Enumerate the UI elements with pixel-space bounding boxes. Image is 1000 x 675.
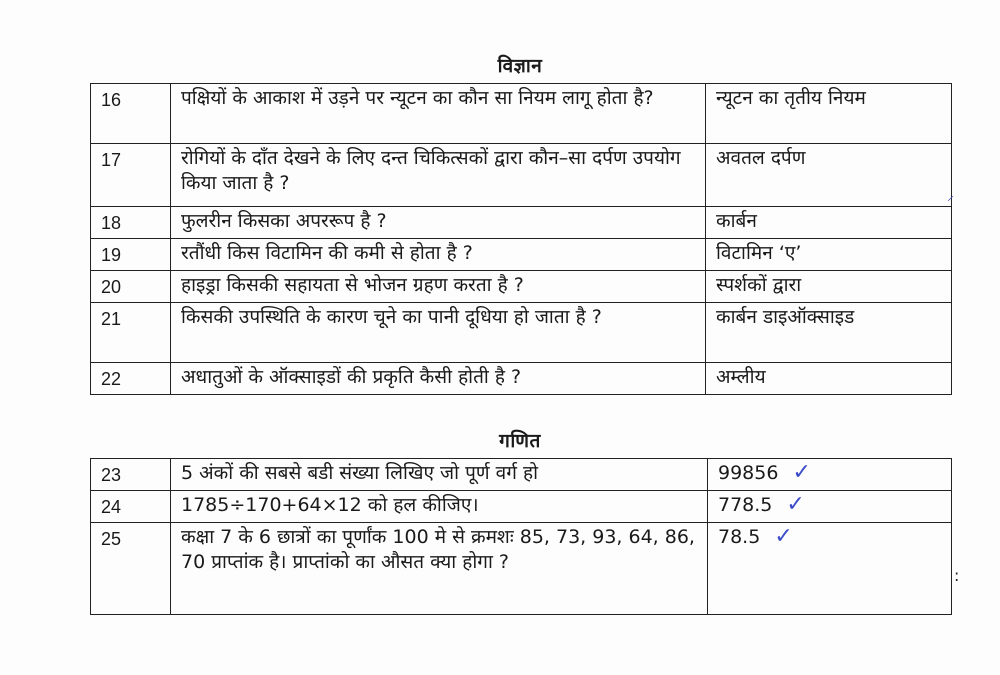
checkmark-icon: ✓ <box>792 460 811 485</box>
answer-text: 778.5 <box>718 494 773 516</box>
table-row <box>91 271 952 303</box>
section-title-science: विज्ञान <box>497 55 543 77</box>
answer-text: स्पर्शकों द्वारा <box>706 271 952 303</box>
question-number: 24 <box>91 491 171 523</box>
answer-cell <box>708 491 952 523</box>
checkmark-icon: ✓ <box>786 492 805 517</box>
table-row <box>91 84 952 144</box>
pen-mark-icon: ⸝ <box>947 188 954 204</box>
answer-text: न्यूटन का तृतीय नियम <box>706 84 952 144</box>
question-number: 22 <box>91 363 171 395</box>
table-row <box>91 491 952 523</box>
question-number: 25 <box>91 523 171 615</box>
question-text: पक्षियों के आकाश में उड़ने पर न्यूटन का कौन सा नियम लागू होता है? <box>171 84 706 144</box>
question-number: 16 <box>91 84 171 144</box>
question-text: किसकी उपस्थिति के कारण चूने का पानी दूधिया हो जाता है ? <box>171 303 706 363</box>
table-row <box>91 363 952 395</box>
answer-text: 78.5 <box>718 526 761 548</box>
question-text: रोगियों के दाँत देखने के लिए दन्त चिकित्सकों द्वारा कौन–सा दर्पण उपयोग किया जाता है ? <box>171 144 706 207</box>
section-title-math: गणित <box>499 430 541 452</box>
table-row <box>91 523 952 615</box>
question-text: 1785÷170+64×12 को हल कीजिए। <box>171 491 708 523</box>
answer-text: अम्लीय <box>706 363 952 395</box>
question-text: कक्षा 7 के 6 छात्रों का पूर्णांक 100 मे से क्रमशः 85, 73, 93, 64, 86, 70 प्राप्तांक है। प्राप्तांको का औसत क्या होगा ? <box>171 523 708 615</box>
table-row <box>91 207 952 239</box>
question-number: 19 <box>91 239 171 271</box>
answer-text: 99856 <box>718 462 779 484</box>
answer-text: विटामिन ‘ए’ <box>706 239 952 271</box>
pen-mark-icon: : <box>954 566 960 585</box>
question-number: 18 <box>91 207 171 239</box>
table-row <box>91 144 952 207</box>
science-table <box>90 83 952 395</box>
question-number: 17 <box>91 144 171 207</box>
question-number: 20 <box>91 271 171 303</box>
answer-cell <box>708 459 952 491</box>
answer-text: कार्बन <box>706 207 952 239</box>
question-text: हाइड्रा किसकी सहायता से भोजन ग्रहण करता है ? <box>171 271 706 303</box>
question-number: 21 <box>91 303 171 363</box>
answer-cell <box>708 523 952 615</box>
table-row <box>91 303 952 363</box>
question-text: अधातुओं के ऑक्साइडों की प्रकृति कैसी होती है ? <box>171 363 706 395</box>
table-row <box>91 459 952 491</box>
answer-text: अवतल दर्पण <box>706 144 952 207</box>
table-row <box>91 239 952 271</box>
answer-text: कार्बन डाइऑक्साइड <box>706 303 952 363</box>
math-table <box>90 458 952 615</box>
question-text: रतौंधी किस विटामिन की कमी से होता है ? <box>171 239 706 271</box>
question-text: फुलरीन किसका अपररूप है ? <box>171 207 706 239</box>
checkmark-icon: ✓ <box>774 524 793 549</box>
question-number: 23 <box>91 459 171 491</box>
question-text: 5 अंकों की सबसे बडी संख्या लिखिए जो पूर्ण वर्ग हो <box>171 459 708 491</box>
